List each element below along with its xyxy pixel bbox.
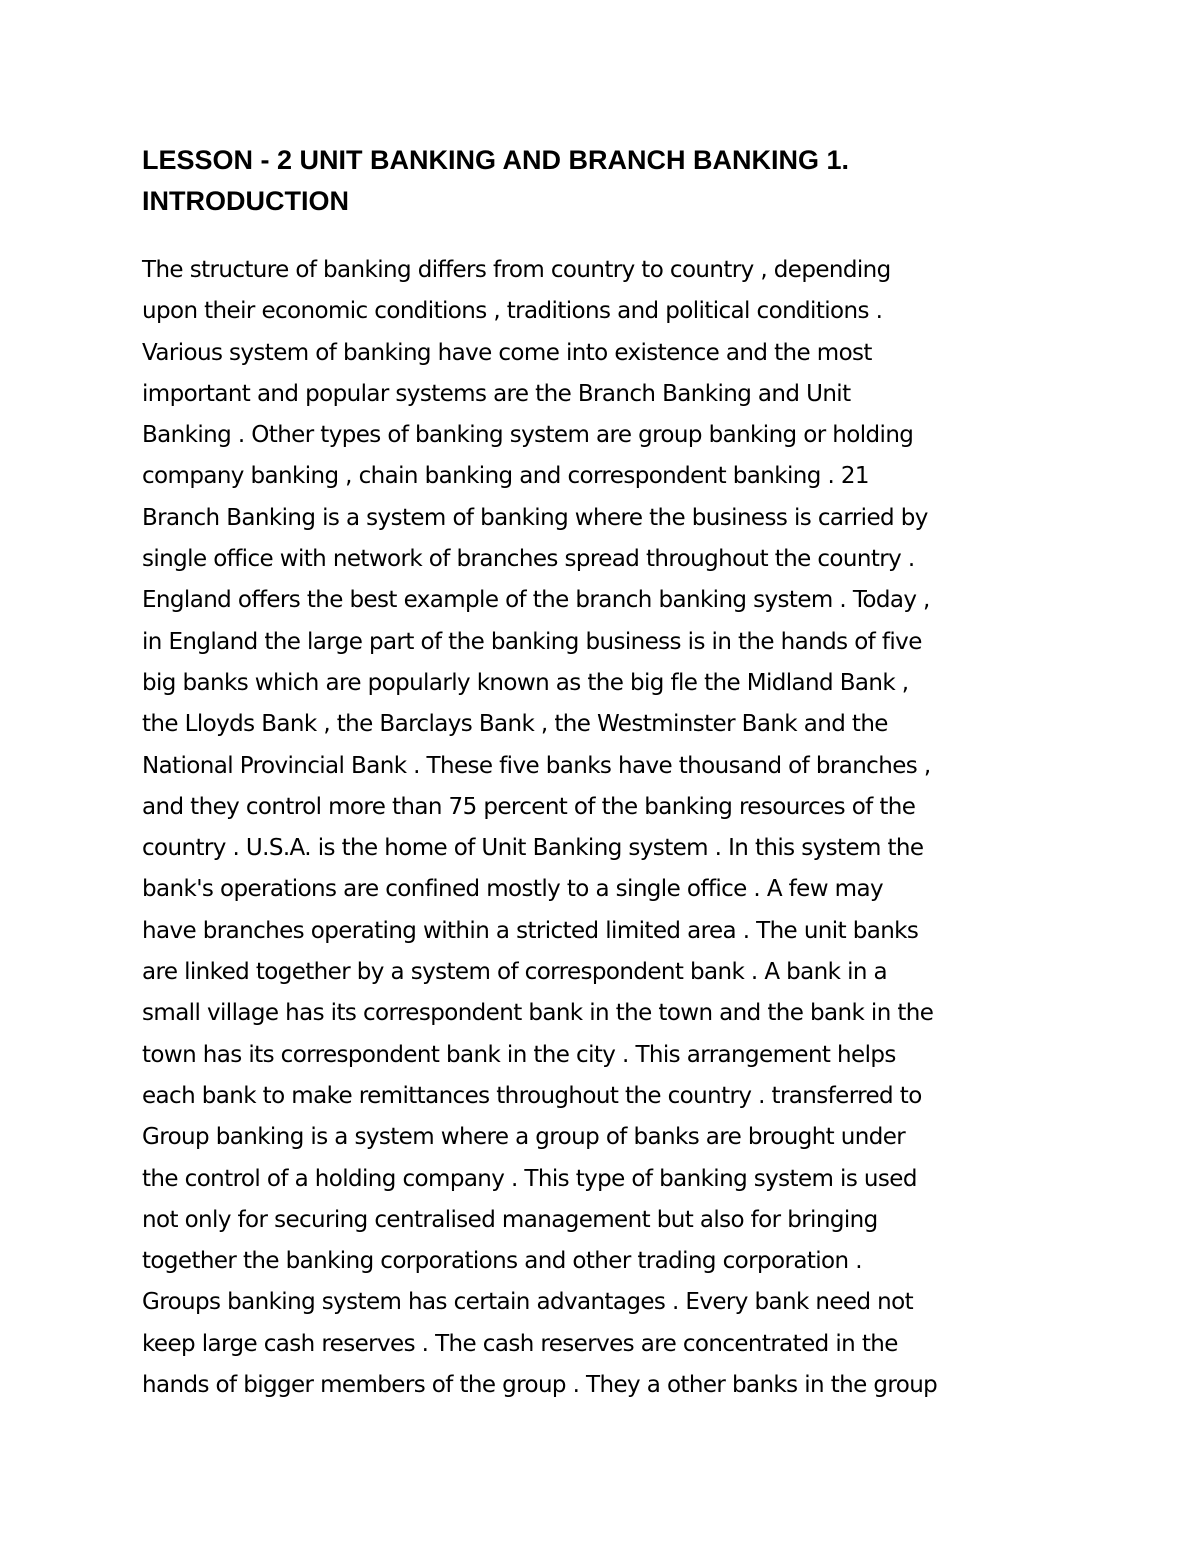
title-line: LESSON - 2 UNIT BANKING AND BRANCH BANKING 1. <box>142 145 850 175</box>
body-line: big banks which are popularly known as the big fle the Midland Bank , <box>142 669 909 696</box>
body-line: The structure of banking differs from country to country , depending <box>142 257 891 283</box>
body-line: Branch Banking is a system of banking where the business is carried by <box>142 504 928 531</box>
body-line: important and popular systems are the Branch Banking and Unit <box>142 380 851 407</box>
body-line: the Lloyds Bank , the Barclays Bank , the Westminster Bank and the <box>142 711 888 738</box>
body-line: in England the large part of the banking business is in the hands of five <box>142 628 922 655</box>
body-line: Various system of banking have come into existence and the most <box>142 339 872 366</box>
body-line: are linked together by a system of correspondent bank . A bank in a <box>142 959 888 986</box>
body-line: bank's operations are confined mostly to a single office . A few may <box>142 876 883 903</box>
body-line: Groups banking system has certain advantages . Every bank need not <box>142 1289 914 1316</box>
body-line: Banking . Other types of banking system are group banking or holding <box>142 422 914 449</box>
title-line: INTRODUCTION <box>142 186 349 216</box>
document-title <box>142 140 849 222</box>
body-line: and they control more than 75 percent of the banking resources of the <box>142 793 916 820</box>
body-line: not only for securing centralised management but also for bringing <box>142 1206 878 1233</box>
body-line: together the banking corporations and other trading corporation . <box>142 1248 862 1275</box>
body-line: single office with network of branches spread throughout the country . <box>142 546 915 573</box>
body-line: have branches operating within a stricted limited area . The unit banks <box>142 917 919 944</box>
body-line: small village has its correspondent bank in the town and the bank in the <box>142 1000 934 1027</box>
body-line: Group banking is a system where a group of banks are brought under <box>142 1124 906 1151</box>
document-body <box>142 250 937 1406</box>
body-line: town has its correspondent bank in the city . This arrangement helps <box>142 1041 896 1068</box>
body-line: National Provincial Bank . These five banks have thousand of branches , <box>142 752 931 779</box>
body-line: hands of bigger members of the group . They a other banks in the group <box>142 1372 938 1399</box>
body-line: company banking , chain banking and correspondent banking . 21 <box>142 463 869 490</box>
body-line: country . U.S.A. is the home of Unit Banking system . In this system the <box>142 835 924 862</box>
body-line: upon their economic conditions , traditions and political conditions . <box>142 298 883 325</box>
body-line: each bank to make remittances throughout the country . transferred to <box>142 1082 922 1109</box>
body-line: keep large cash reserves . The cash reserves are concentrated in the <box>142 1330 898 1357</box>
body-line: England offers the best example of the branch banking system . Today , <box>142 587 930 614</box>
body-line: the control of a holding company . This type of banking system is used <box>142 1165 917 1192</box>
